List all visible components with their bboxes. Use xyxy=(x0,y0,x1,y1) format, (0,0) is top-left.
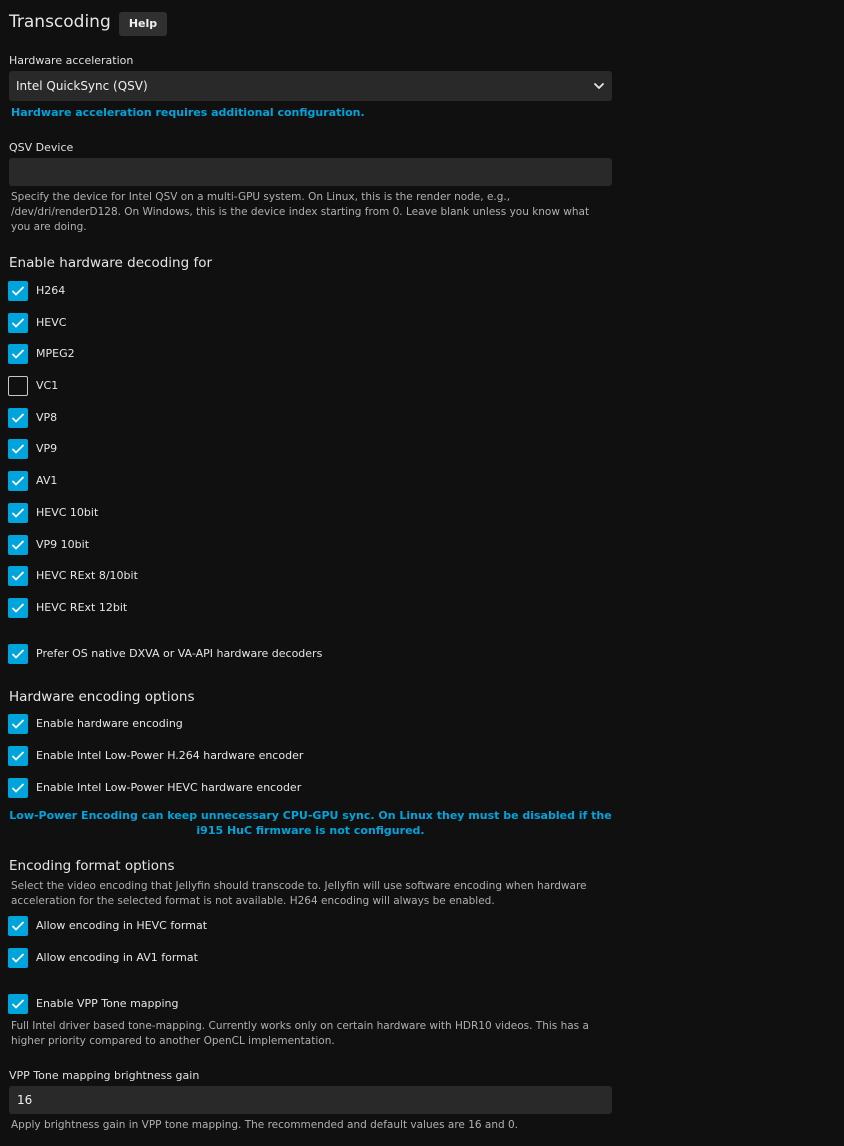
checkbox-checked-icon xyxy=(8,471,28,491)
checkbox-label: H264 xyxy=(36,284,66,297)
hw-accel-selected-value: Intel QuickSync (QSV) xyxy=(16,79,148,93)
checkbox-checked-icon xyxy=(8,408,28,428)
checkbox-checked-icon xyxy=(8,344,28,364)
checkbox-label: HEVC RExt 8/10bit xyxy=(36,569,138,582)
checkbox-label: Enable VPP Tone mapping xyxy=(36,997,179,1010)
checkbox-label: Enable Intel Low-Power H.264 hardware encoder xyxy=(36,749,304,762)
hw-accel-config-link[interactable]: Hardware acceleration requires additional configuration. xyxy=(11,106,365,119)
page-title: Transcoding xyxy=(9,12,111,32)
hw-accel-select[interactable] xyxy=(9,71,612,101)
vpp-gain-input[interactable] xyxy=(9,1086,612,1114)
checkbox-checked-icon xyxy=(8,313,28,333)
checkbox-label: Allow encoding in AV1 format xyxy=(36,951,198,964)
checkbox-checked-icon xyxy=(8,778,28,798)
checkbox-label: VP9 xyxy=(36,442,58,455)
checkbox-label: Enable Intel Low-Power HEVC hardware encoder xyxy=(36,781,302,794)
decoding-heading: Enable hardware decoding for xyxy=(9,255,213,271)
checkbox-hevc-10bit[interactable] xyxy=(8,502,98,524)
checkbox-checked-icon xyxy=(8,746,28,766)
checkbox-label: HEVC 10bit xyxy=(36,506,99,519)
checkbox-low-power-h264[interactable] xyxy=(8,745,303,767)
qsv-device-input[interactable] xyxy=(9,158,612,186)
checkbox-label: HEVC xyxy=(36,316,67,329)
checkbox-low-power-hevc[interactable] xyxy=(8,777,301,799)
checkbox-checked-icon xyxy=(8,439,28,459)
checkbox-unchecked-icon xyxy=(8,376,28,396)
help-button[interactable]: Help xyxy=(119,12,167,36)
checkbox-allow-hevc[interactable] xyxy=(8,915,207,937)
checkbox-h264[interactable] xyxy=(8,280,65,302)
checkbox-checked-icon xyxy=(8,503,28,523)
checkbox-vpp-tone-mapping[interactable] xyxy=(8,993,179,1015)
hw-accel-label: Hardware acceleration xyxy=(9,54,134,67)
checkbox-vc1[interactable] xyxy=(8,375,58,397)
checkbox-label: VP9 10bit xyxy=(36,538,90,551)
checkbox-vp8[interactable] xyxy=(8,407,57,429)
low-power-note: Low-Power Encoding can keep unnecessary CPU-GPU sync. On Linux they must be disabled if the i915 HuC firmware is not configured. xyxy=(9,809,612,837)
checkbox-label: MPEG2 xyxy=(36,347,75,360)
checkbox-checked-icon xyxy=(8,916,28,936)
checkbox-checked-icon xyxy=(8,714,28,734)
checkbox-hevc-rext-12bit[interactable] xyxy=(8,597,127,619)
checkbox-av1[interactable] xyxy=(8,470,57,492)
checkbox-checked-icon xyxy=(8,994,28,1014)
checkbox-checked-icon xyxy=(8,281,28,301)
checkbox-hevc-rext-8-10bit[interactable] xyxy=(8,565,138,587)
checkbox-label: Prefer OS native DXVA or VA-API hardware decoders xyxy=(36,647,323,660)
encoding-heading: Hardware encoding options xyxy=(9,689,195,705)
checkbox-checked-icon xyxy=(8,535,28,555)
checkbox-hevc[interactable] xyxy=(8,312,66,334)
checkbox-prefer-native-decoders[interactable] xyxy=(8,643,322,665)
checkbox-checked-icon xyxy=(8,644,28,664)
format-description: Select the video encoding that Jellyfin should transcode to. Jellyfin will use software encoding when hardware acceleration for the selected format is not available. H264 encoding will always be enabled. xyxy=(11,880,587,907)
checkbox-vp9[interactable] xyxy=(8,438,57,460)
checkbox-checked-icon xyxy=(8,566,28,586)
checkbox-label: VP8 xyxy=(36,411,58,424)
checkbox-label: Allow encoding in HEVC format xyxy=(36,919,208,932)
vpp-gain-label: VPP Tone mapping brightness gain xyxy=(9,1069,200,1082)
checkbox-enable-hw-encoding[interactable] xyxy=(8,713,183,735)
checkbox-allow-av1[interactable] xyxy=(8,947,198,969)
vpp-gain-description: Apply brightness gain in VPP tone mapping. The recommended and default values are 16 and 0. xyxy=(11,1119,519,1131)
checkbox-label: AV1 xyxy=(36,474,58,487)
checkbox-label: VC1 xyxy=(36,379,59,392)
chevron-down-icon xyxy=(593,80,605,92)
checkbox-checked-icon xyxy=(8,948,28,968)
format-heading: Encoding format options xyxy=(9,858,175,874)
qsv-device-description: Specify the device for Intel QSV on a multi-GPU system. On Linux, this is the render node, e.g., /dev/dri/renderD128. On Windows, this is the device index starting from 0. Leave blank unless you know what you are doing. xyxy=(11,191,590,233)
checkbox-label: HEVC RExt 12bit xyxy=(36,601,128,614)
checkbox-checked-icon xyxy=(8,598,28,618)
vpp-description: Full Intel driver based tone-mapping. Currently works only on certain hardware with HDR10 videos. This has a higher priority compared to another OpenCL implementation. xyxy=(11,1020,589,1047)
checkbox-vp9-10bit[interactable] xyxy=(8,534,89,556)
qsv-device-label: QSV Device xyxy=(9,141,74,154)
checkbox-mpeg2[interactable] xyxy=(8,343,75,365)
checkbox-label: Enable hardware encoding xyxy=(36,717,183,730)
